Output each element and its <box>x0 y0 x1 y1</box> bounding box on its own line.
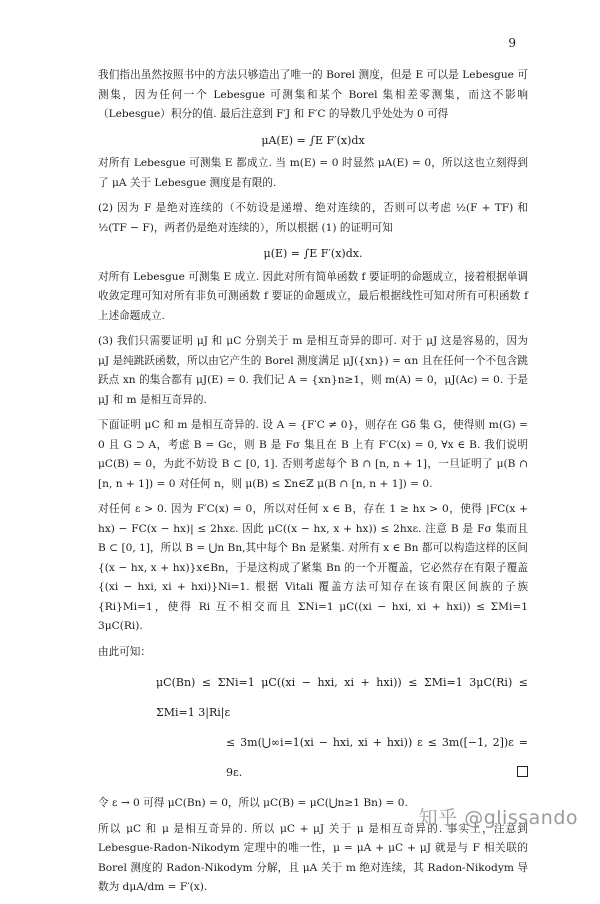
page-body <box>98 66 528 904</box>
equation-3-line-2: ≤ 3m(⋃∞i=1(xi − hxi, xi + hxi)) ε ≤ 3m([−1, 2])ε = 9ε. <box>226 736 528 779</box>
equation-1: μA(E) = ∫E F′(x)dx <box>261 133 365 147</box>
page-number: 9 <box>508 36 516 50</box>
equation-3-line-1: μC(Bn) ≤ ΣNi=1 μC((xi − hxi, xi + hxi)) ≤ ΣMi=1 3μC(Ri) ≤ ΣMi=1 3|Ri|ε <box>156 676 528 719</box>
paragraph-5: (3) 我们只需要证明 μJ 和 μC 分别关于 m 是相互奇异的即可. 对于 μJ 这是容易的，因为 μJ 是纯跳跃函数，所以由它产生的 Borel 测度满足 μJ({xn}) = αn 且在任何一个不包含跳跃点 xn 的集合都有 μJ(E) = 0. 我们记 A = {xn}n≥1，则 m(A) = 0，μJ(Ac) = 0. 于是 μJ 和 m 是相互奇异的. <box>98 335 528 406</box>
paragraph-10: 所以 μC 和 μ 是相互奇异的. 所以 μC + μJ 关于 μ 是相互奇异的. 事实上，注意到 Lebesgue-Radon-Nikodym 定理中的唯一性，μ = μA + μC + μJ 就是与 F 相关联的 Borel 测度的 Radon-Nikodym 分解，且 μA 关于 m 绝对连续，其 Radon-Nikodym 导数为 dμA/dm = F′(x). <box>98 822 528 893</box>
watermark: 知乎 @glissando <box>418 807 578 829</box>
paragraph-4: 对所有 Lebesgue 可测集 E 成立. 因此对所有简单函数 f 要证明的命题成立，接着根据单调收敛定理可知对所有非负可测函数 f 要证的命题成立，最后根据线性可知对所有可积函数 f 上述命题成立. <box>98 270 528 322</box>
equation-block-3 <box>98 668 528 788</box>
qed-square-icon <box>517 766 528 777</box>
paragraph-9: 令 ε → 0 可得 μC(Bn) = 0，所以 μC(B) = μC(⋃n≥1 Bn) = 0. <box>98 797 408 809</box>
equation-2: μ(E) = ∫E F′(x)dx. <box>263 247 363 260</box>
paragraph-7: 对任何 ε > 0. 因为 F′C(x) = 0，所以对任何 x ∈ B，存在 1 ≥ hx > 0，使得 |FC(x + hx) − FC(x − hx)| ≤ 2hxε. 因此 μC((x − hx, x + hx)) ≤ 2hxε. 注意 B 是 Fσ 集而且 B ⊂ [0, 1]，所以 B = ⋃n Bn,其中每个 Bn 是紧集. 对所有 x ∈ Bn 都可以构造这样的区间 {(x − hx, x + hx)}x∈Bn，于是这构成了紧集 Bn 的一个开覆盖，它必然存在有限子覆盖 {(xi − hxi, xi + hxi)}Ni=1. 根据 Vitali 覆盖方法可知存在该有限区间族的子族 {Ri}Mi=1，使得 Ri 互不相交而且 ΣNi=1 μC((xi − hxi, xi + hxi)) ≤ ΣMi=1 3μC(Ri). <box>98 503 528 632</box>
paragraph-8: 由此可知： <box>98 645 151 658</box>
paragraph-6: 下面证明 μC 和 m 是相互奇异的. 设 A = {F′C ≠ 0}，则存在 Gδ 集 G，使得则 m(G) = 0 且 G ⊃ A，考虑 B = Gc，则 B 是 Fσ 集且在 B 上有 F′C(x) = 0, ∀x ∈ B. 我们说明 μC(B) = 0，为此不妨设 B ⊂ [0, 1]. 否则考虑每个 B ∩ [n, n + 1]，一旦证明了 μ(B ∩ [n, n + 1]) = 0 对任何 n，则 μ(B) ≤ Σn∈ℤ μ(B ∩ [n, n + 1]) = 0. <box>98 419 528 490</box>
paragraph-3: (2) 因为 F 是绝对连续的（不妨设是递增、绝对连续的，否则可以考虑 ½(F + TF) 和 ½(TF − F)，两者仍是绝对连续的），所以根据 (1) 的证明可知 <box>98 202 528 234</box>
paragraph-1: 我们指出虽然按照书中的方法只够造出了唯一的 Borel 测度，但是 E 可以是 Lebesgue 可测集，因为任何一个 Lebesgue 可测集和某个 Borel 集相差零测集，而这不影响（Lebesgue）积分的值. 最后注意到 F′J 和 F′C 的导数几乎处处为 0 可得 <box>98 69 528 120</box>
paragraph-2: 对所有 Lebesgue 可测集 E 都成立. 当 m(E) = 0 时显然 μA(E) = 0，所以这也立刻得到了 μA 关于 Lebesgue 测度是有限的. <box>98 157 528 189</box>
